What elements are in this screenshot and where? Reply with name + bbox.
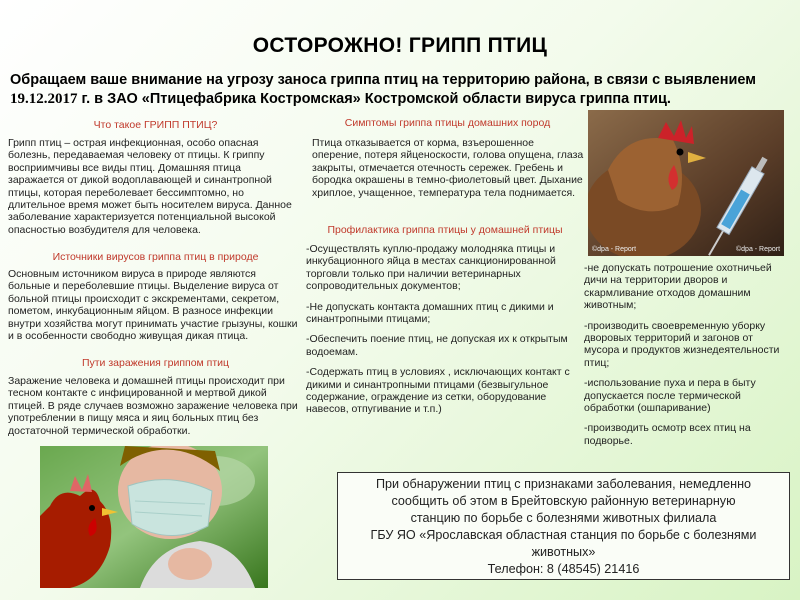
sources-text: Основным источником вируса в природе являются больные и переболевшие птицы. Выделение вируса от больной птицы происходит с экскрементами, секретом, пометом, инкубационным яйцом. В разносе инфекции внутри хозяйства могут принимать участие грызуны, кошки и в особенности свободно живущая дикая птица. (8, 268, 298, 343)
page-title: ОСТОРОЖНО! ГРИПП ПТИЦ (252, 34, 548, 57)
notice-line5: животных» (531, 545, 596, 559)
photo-caption-right: ©dpa - Report (736, 246, 781, 253)
sources-heading: Источники вирусов гриппа птиц в природе (52, 251, 259, 263)
prevention-item: -Обеспечить поение птиц, не допуская их к открытым водоемам. (306, 333, 568, 358)
prevention-heading: Профилактика гриппа птицы у домашней птицы (327, 224, 563, 236)
notice-line4: ГБУ ЯО «Ярославская областная станция по борьбе с болезнями (370, 528, 757, 542)
prevention-item: -Содержать птиц в условиях , исключающих контакт с дикими и синантропными птицами (безвыгульное содержание, ограждение из сетки, оборудование навесов, отпугивание и т.п.) (306, 366, 570, 416)
prevention-item: -Осуществлять куплю-продажу молодняка птицы и инкубационного яйца в местах санкционированной торговли только при наличии ветеринарных сопроводительных документов; (306, 243, 556, 293)
intro-date: 19.12.2017 (10, 91, 78, 107)
col3-item: -производить осмотр всех птиц на подворье. (584, 422, 751, 447)
paths-heading: Пути заражения гриппом птиц (81, 357, 230, 369)
what-is-text: Грипп птиц – острая инфекционная, особо опасная болезнь, передаваемая человеку от птицы. К гриппу восприимчивы все виды птиц. Домашняя птица заражается от дикой водоплавающей и синантропной птицы, которая переболевает бессимптомно, но длительное время может быть носителем вируса. Данное заболевание характеризуется потенциальной высокой опасностью возбудителя для человека. (8, 137, 292, 236)
intro-line2: г. в ЗАО «Птицефабрика Костромская» Костромской области вируса гриппа птиц. (77, 91, 671, 107)
col3-item: -не допускать потрошение охотничьей дичи на территории дворов и скармливание отходов домашним животным; (584, 262, 772, 312)
mask-rooster-image (40, 446, 268, 588)
notice-line1: При обнаружении птиц с признаками заболевания, немедленно (375, 477, 752, 491)
notice-box (337, 472, 790, 580)
notice-line3: станцию по борьбе с болезнями животных филиала (410, 511, 717, 525)
intro-text (10, 71, 790, 109)
symptoms-text: Птица отказывается от корма, взъерошенное оперение, потеря яйценоскости, голова опущена, глаза закрыты, отмечается отечность сережек. Гребень и бородка окрашены в темно-фиолетовый цвет. Дыхание хриплое, учащенное, температура тела поднимается. (312, 137, 584, 199)
paths-text: Заражение человека и домашней птицы происходит при тесном контакте с инфицированной и мертвой дикой птицей. В ряде случаев возможно заражение человека при употреблении в пищу мяса и яиц больных птиц без достаточной термической обработки. (8, 375, 298, 437)
col3-item: -использование пуха и пера в быту допускается после термической обработки (ошпаривание) (584, 377, 756, 415)
mask-rooster-photo (40, 446, 268, 588)
col3-list (584, 262, 790, 455)
chicken-syringe-image (588, 110, 784, 256)
chicken-syringe-photo (588, 110, 784, 256)
notice-phone: Телефон: 8 (48545) 21416 (487, 562, 640, 576)
prevention-list (306, 243, 580, 424)
symptoms-heading: Симптомы гриппа птицы домашних пород (344, 117, 551, 129)
photo-caption-left: ©dpa - Report (592, 246, 637, 253)
col3-item: -производить своевременную уборку дворовых территорий и загонов от мусора и продуктов жизнедеятельности птиц; (584, 319, 780, 369)
what-is-heading: Что такое ГРИПП ПТИЦ? (93, 119, 218, 131)
prevention-item: -Не допускать контакта домашних птиц с дикими и синантропными птицами; (306, 300, 554, 326)
intro-line1: Обращаем ваше внимание на угрозу заноса гриппа птиц на территорию района, в связи с выявлением (10, 72, 756, 88)
notice-line2: сообщить об этом в Брейтовскую районную ветеринарную (391, 494, 736, 508)
